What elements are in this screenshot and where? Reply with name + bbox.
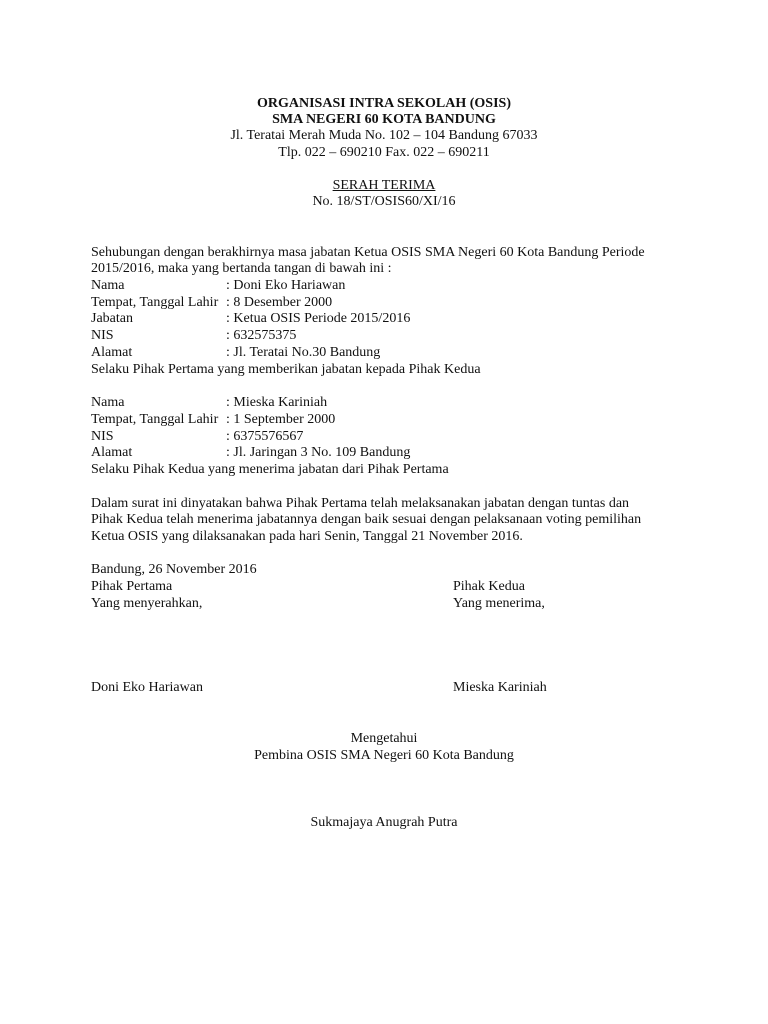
statement-line-1: Dalam surat ini dinyatakan bahwa Pihak Pertama telah melaksanakan jabatan dengan tuntas dan <box>91 496 630 511</box>
left-signer-sub: Yang menyerahkan, <box>91 596 203 611</box>
field-label: Nama <box>91 395 125 410</box>
party2-row-birth <box>91 411 335 428</box>
party1-closing: Selaku Pihak Pertama yang memberikan jabatan kepada Pihak Kedua <box>91 362 481 377</box>
statement-line-3: Ketua OSIS yang dilaksanakan pada hari Senin, Tanggal 21 November 2016. <box>91 529 523 544</box>
party2-row-nis <box>91 428 303 445</box>
school-phone: Tlp. 022 – 690210 Fax. 022 – 690211 <box>278 145 490 160</box>
field-label: Nama <box>91 278 125 293</box>
field-label: NIS <box>91 328 114 343</box>
field-value: : 632575375 <box>226 328 297 343</box>
field-value: : 1 September 2000 <box>226 412 336 427</box>
field-label: Alamat <box>91 445 133 460</box>
party1-row-address <box>91 344 380 361</box>
field-label: Tempat, Tanggal Lahir <box>91 412 219 427</box>
right-signer-role: Pihak Kedua <box>453 579 525 594</box>
document-number: No. 18/ST/OSIS60/XI/16 <box>312 194 456 209</box>
party2-row-name <box>91 394 327 411</box>
field-label: Tempat, Tanggal Lahir <box>91 295 219 310</box>
field-label: Alamat <box>91 345 133 360</box>
right-signer-name: Mieska Kariniah <box>453 680 547 695</box>
field-label: NIS <box>91 429 114 444</box>
right-signer-sub: Yang menerima, <box>453 596 545 611</box>
party1-row-position <box>91 310 410 327</box>
field-value: : Jl. Jaringan 3 No. 109 Bandung <box>226 445 411 460</box>
school-address: Jl. Teratai Merah Muda No. 102 – 104 Bandung 67033 <box>230 128 538 143</box>
left-signer-role: Pihak Pertama <box>91 579 173 594</box>
party1-row-nis <box>91 327 296 344</box>
field-value: : 6375576567 <box>226 429 304 444</box>
document-title: SERAH TERIMA <box>332 178 436 193</box>
acknowledgement-name: Sukmajaya Anugrah Putra <box>310 815 458 830</box>
intro-line-1: Sehubungan dengan berakhirnya masa jabatan Ketua OSIS SMA Negeri 60 Kota Bandung Periode <box>91 245 645 260</box>
school-name: SMA NEGERI 60 KOTA BANDUNG <box>272 112 496 127</box>
field-value: : Ketua OSIS Periode 2015/2016 <box>226 311 411 326</box>
field-value: : 8 Desember 2000 <box>226 295 333 310</box>
party2-closing: Selaku Pihak Kedua yang menerima jabatan dari Pihak Pertama <box>91 462 449 477</box>
party2-row-address <box>91 444 410 461</box>
field-value: : Jl. Teratai No.30 Bandung <box>226 345 381 360</box>
place-date: Bandung, 26 November 2016 <box>91 562 257 577</box>
party1-row-name <box>91 277 345 294</box>
statement-line-2: Pihak Kedua telah menerima jabatannya dengan baik sesuai dengan pelaksanaan voting pemilihan <box>91 512 642 527</box>
party1-row-birth <box>91 294 332 311</box>
left-signer-name: Doni Eko Hariawan <box>91 680 203 695</box>
field-value: : Mieska Kariniah <box>226 395 328 410</box>
org-name: ORGANISASI INTRA SEKOLAH (OSIS) <box>256 96 511 111</box>
acknowledgement-label: Mengetahui <box>350 731 418 746</box>
field-label: Jabatan <box>91 311 133 326</box>
field-value: : Doni Eko Hariawan <box>226 278 346 293</box>
intro-line-2: 2015/2016, maka yang bertanda tangan di bawah ini : <box>91 261 392 276</box>
acknowledgement-role: Pembina OSIS SMA Negeri 60 Kota Bandung <box>254 748 514 763</box>
